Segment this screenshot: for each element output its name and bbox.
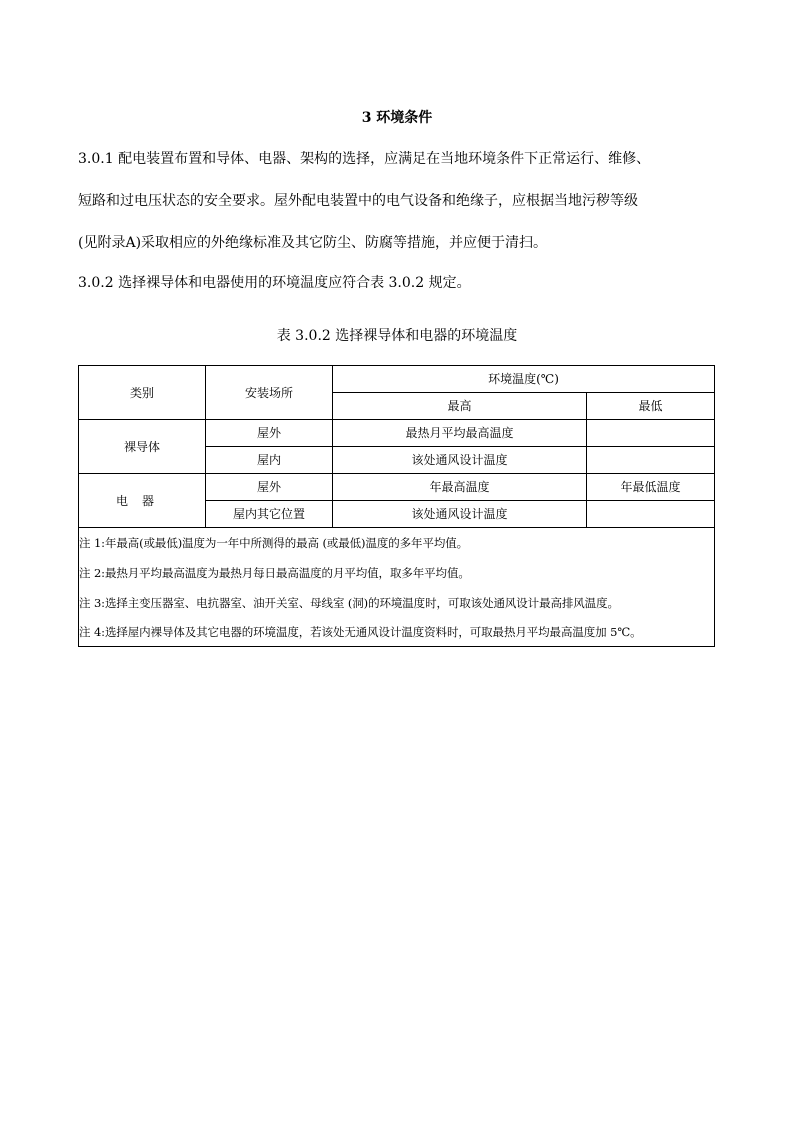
min-cell (587, 501, 715, 528)
max-cell: 该处通风设计温度 (333, 501, 587, 528)
table-note-4: 注 4:选择屋内裸导体及其它电器的环境温度，若该处无通风设计温度资料时，可取最热月平均最高温度加 5℃。 (79, 618, 715, 647)
table-note-row (79, 558, 715, 588)
table-row (79, 474, 715, 501)
table-note-row (79, 588, 715, 618)
header-env-temp: 环境温度(℃) (333, 366, 715, 393)
min-cell (587, 447, 715, 474)
category-cell: 裸导体 (79, 420, 206, 474)
category-cell: 电器 (79, 474, 206, 528)
paragraph-3-0-2: 3.0.2 选择裸导体和电器使用的环境温度应符合表 3.0.2 规定。 (78, 275, 471, 291)
max-cell: 最热月平均最高温度 (333, 420, 587, 447)
min-cell: 年最低温度 (587, 474, 715, 501)
header-category: 类别 (79, 366, 206, 420)
table-note-row (79, 528, 715, 559)
location-cell: 屋内其它位置 (206, 501, 333, 528)
table-row (79, 420, 715, 447)
table-note-2: 注 2:最热月平均最高温度为最热月每日最高温度的月平均值，取多年平均值。 (79, 558, 715, 588)
paragraph-3-0-1-line2: 短路和过电压状态的安全要求。屋外配电装置中的电气设备和绝缘子，应根据当地污秽等级 (78, 193, 638, 209)
table-note-3: 注 3:选择主变压器室、电抗器室、油开关室、母线室 (洞)的环境温度时，可取该处通风设计最高排风温度。 (79, 588, 715, 618)
table-header-row (79, 366, 715, 393)
section-title: 3 环境条件 (361, 110, 433, 126)
table-caption: 表 3.0.2 选择裸导体和电器的环境温度 (276, 328, 518, 344)
paragraph-3-0-1-line1: 3.0.1 配电装置布置和导体、电器、架构的选择，应满足在当地环境条件下正常运行、维修、 (78, 151, 651, 167)
table-note-row (79, 618, 715, 647)
table-note-1: 注 1:年最高(或最低)温度为一年中所测得的最高 (或最低)温度的多年平均值。 (79, 528, 715, 559)
location-cell: 屋外 (206, 420, 333, 447)
location-cell: 屋内 (206, 447, 333, 474)
header-max: 最高 (333, 393, 587, 420)
min-cell (587, 420, 715, 447)
paragraph-3-0-1-line3: (见附录A)采取相应的外绝缘标准及其它防尘、防腐等措施，并应便于清扫。 (78, 235, 548, 251)
header-location: 安装场所 (206, 366, 333, 420)
header-min: 最低 (587, 393, 715, 420)
environment-temperature-table (78, 365, 715, 647)
location-cell: 屋外 (206, 474, 333, 501)
max-cell: 该处通风设计温度 (333, 447, 587, 474)
max-cell: 年最高温度 (333, 474, 587, 501)
